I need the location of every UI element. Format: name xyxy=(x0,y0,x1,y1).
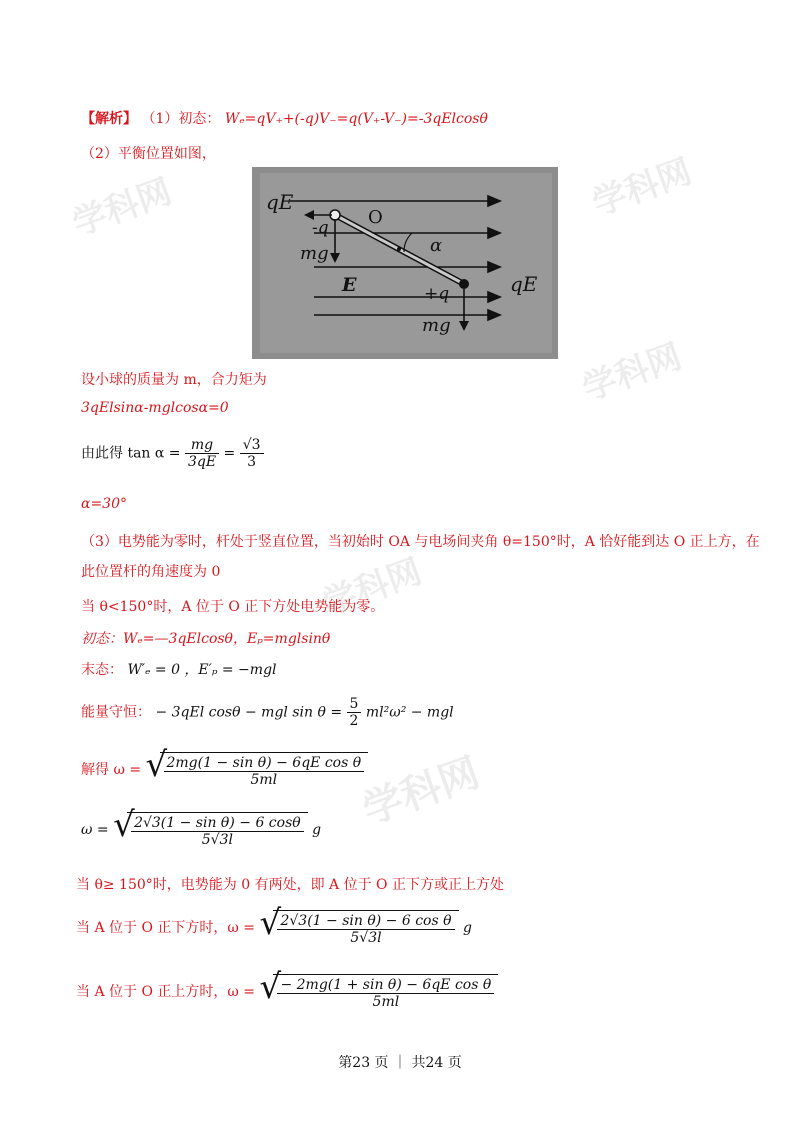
label-alpha: α xyxy=(430,235,443,256)
part3-line3: 当 θ<150°时，A 位于 O 正下方处电势能为零。 xyxy=(81,599,385,615)
part2-heading: （2）平衡位置如图， xyxy=(81,146,216,162)
ge150-line: 当 θ≥ 150°时，电势能为 0 有两处，即 A 位于 O 正下方或正上方处 xyxy=(76,877,504,893)
sqrt-expression: √ $\frac{\text{− 2mg(1 + sin θ) − 6qE cos θ}}{5ml}$ xyxy=(259,974,498,1010)
solve-omega xyxy=(81,745,368,788)
label-qE-top: qE xyxy=(266,190,294,214)
part3-line2: 此位置杆的角速度为 0 xyxy=(81,564,221,580)
watermark: 学科网 xyxy=(317,551,427,625)
energy-rhs: ml²ω² − mgl xyxy=(365,704,454,721)
omega2-numerator: 2√3(1 − sin θ) − 6 cosθ xyxy=(131,815,304,832)
sqrt-expression: √ $\frac{\text{2√3(1 − sin θ) − 6 cos θ}}{5√3l}$ xyxy=(259,910,458,946)
tan-denominator: 3qE xyxy=(187,454,217,470)
label-E: E xyxy=(342,274,357,296)
analysis-line xyxy=(81,108,488,128)
watermark: 学科网 xyxy=(356,749,486,834)
balance-figure xyxy=(252,167,558,359)
label-O: O xyxy=(368,207,383,228)
omega2-fraction xyxy=(131,815,304,848)
energy-conservation xyxy=(81,696,454,729)
above-denominator: 5ml xyxy=(372,994,400,1010)
equals-sign: = xyxy=(223,445,236,462)
energy-lhs: − 3qEl cosθ − mgl sin θ = xyxy=(155,704,343,721)
label-mg-left: mg xyxy=(300,243,329,264)
tan-numerator: mg xyxy=(185,437,219,454)
omega2-suffix: g xyxy=(312,822,322,838)
solve-fraction xyxy=(164,755,365,788)
energy-frac-num: 5 xyxy=(347,696,362,713)
solve-denominator: 5ml xyxy=(250,772,278,788)
below-denominator: 5√3l xyxy=(350,930,382,946)
watermark: 学科网 xyxy=(587,151,697,225)
label-mg-right: mg xyxy=(422,315,451,336)
energy-prefix: 能量守恒： xyxy=(81,704,151,721)
omega2-prefix: ω = xyxy=(81,822,109,838)
tan-fraction xyxy=(185,437,219,470)
tan-result-denominator: 3 xyxy=(247,454,257,470)
above-numerator: − 2mg(1 + sin θ) − 6qE cos θ xyxy=(277,977,494,994)
part1-prefix: （1）初态： xyxy=(141,111,221,127)
label-minus-q: -q xyxy=(312,218,329,238)
solve-numerator: 2mg(1 − sin θ) − 6qE cos θ xyxy=(164,755,365,772)
tan-prefix: 由此得 tan α = xyxy=(81,445,181,462)
balance-diagram xyxy=(252,167,558,359)
below-prefix: 当 A 位于 O 正下方时，ω = xyxy=(76,920,255,936)
part1-formula: Wₑ=qV₊+(-q)V₋=q(V₊-V₋)=-3qElcosθ xyxy=(224,111,488,127)
page-footer: 第23 页 ｜ 共24 页 xyxy=(338,1055,462,1071)
alpha-result: α=30° xyxy=(81,496,127,512)
part3-line1: （3）电势能为零时，杆处于竖直位置，当初始时 OA 与电场间夹角 θ=150°时，A 恰好能到达 O 正上方，在 xyxy=(81,534,760,550)
torque-equation: 3qElsinα-mglcosα=0 xyxy=(81,400,229,416)
sqrt-expression: √ $\frac{\text{2√3(1 − sin θ) − 6 cosθ}}{5√3l}$ xyxy=(113,812,308,848)
above-case xyxy=(76,967,498,1010)
final-formula: W′ₑ = 0 ，E′ₚ = −mgl xyxy=(127,662,277,678)
label-qE-right: qE xyxy=(510,272,538,296)
energy-fraction xyxy=(347,696,362,729)
sqrt-expression: √ $\frac{\text{2mg(1 − sin θ) − 6qE cos θ}}{5ml}$ xyxy=(146,752,369,788)
tan-result-numerator: √3 xyxy=(240,437,264,454)
above-fraction xyxy=(277,977,494,1010)
below-suffix: g xyxy=(462,920,472,936)
initial-state: 初态：Wₑ=—3qElcosθ，Eₚ=mglsinθ xyxy=(81,631,331,647)
below-case xyxy=(76,903,472,946)
final-state xyxy=(81,659,277,679)
watermark: 学科网 xyxy=(67,171,177,245)
energy-frac-den: 2 xyxy=(349,713,359,729)
below-numerator: 2√3(1 − sin θ) − 6 cos θ xyxy=(277,913,454,930)
below-fraction xyxy=(277,913,454,946)
final-prefix: 末态： xyxy=(81,662,123,678)
omega-simplified xyxy=(81,805,322,848)
omega2-denominator: 5√3l xyxy=(201,832,233,848)
mass-line: 设小球的质量为 m，合力矩为 xyxy=(81,372,267,388)
solve-prefix: 解得 ω = xyxy=(81,762,142,778)
watermark: 学科网 xyxy=(577,336,687,410)
tan-result-fraction xyxy=(240,437,264,470)
analysis-label: 【解析】 xyxy=(81,111,137,127)
above-prefix: 当 A 位于 O 正上方时，ω = xyxy=(76,984,255,1000)
label-plus-q: +q xyxy=(424,284,450,304)
tan-equation xyxy=(81,437,264,470)
